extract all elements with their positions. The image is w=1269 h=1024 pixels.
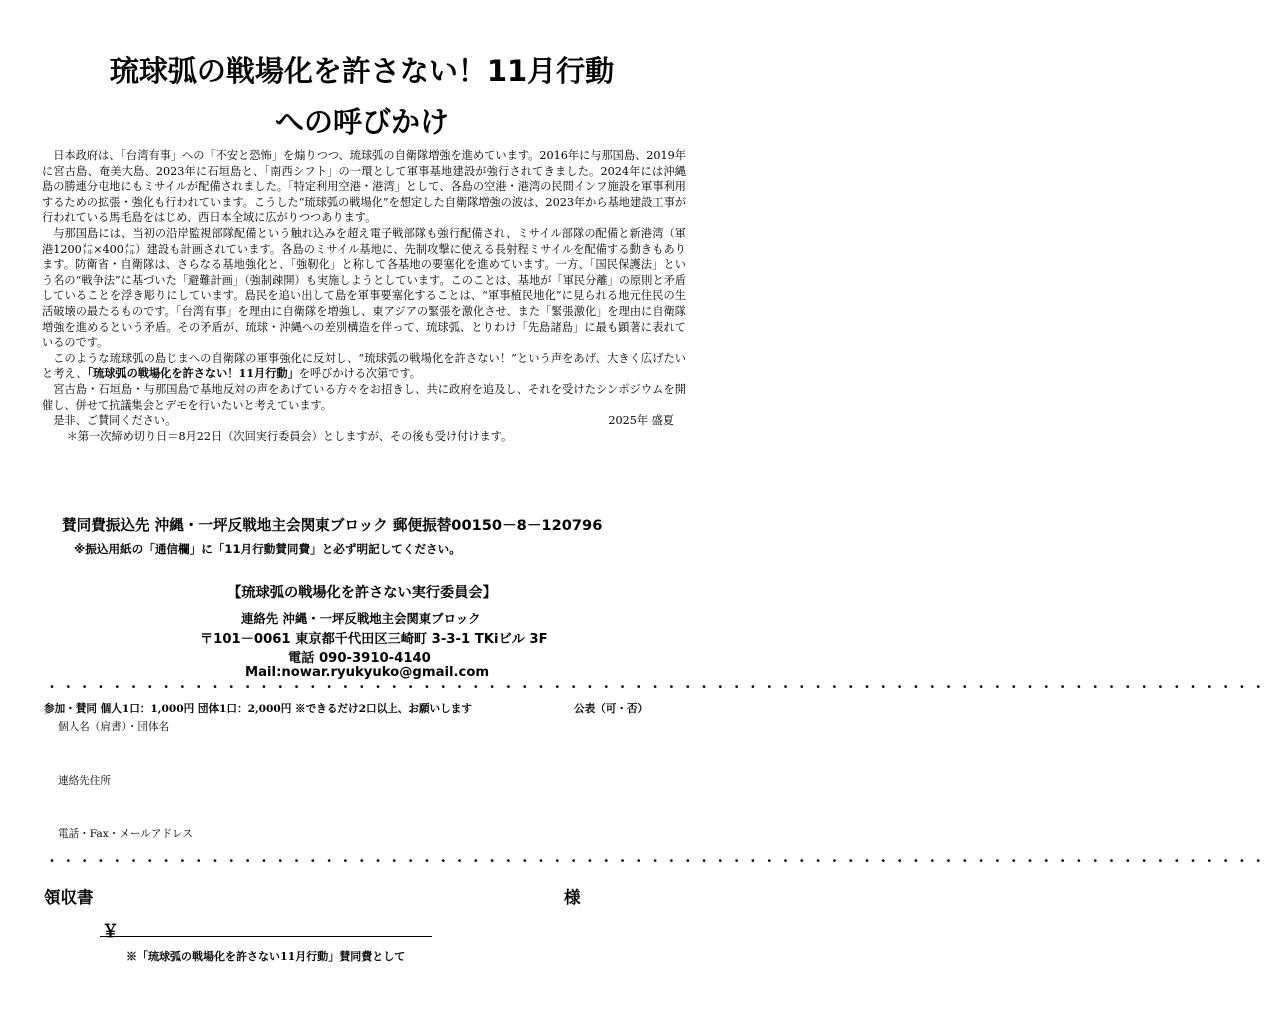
page-title: 琉球弧の戦場化を許さない！11月行動 bbox=[109, 54, 615, 88]
contact-organization: 連絡先 沖縄・一坪反戦地主会関東ブロック bbox=[241, 611, 481, 626]
paragraph-3-text: このような琉球弧の島じまへの自衛隊の軍事強化に反対し、“琉球弧の戦場化を許さない！”という声をあげ、大きく広げたいと考え、 bbox=[42, 351, 686, 381]
closing-request: 是非、ご賛同ください。 bbox=[53, 414, 177, 428]
deadline-note: ＊第一次締め切り日＝8月22日（次回実行委員会）としますが、その後も受け付けます。 bbox=[66, 429, 513, 443]
contact-address: 〒101－0061 東京都千代田区三崎町 3-3-1 TKiビル 3F bbox=[200, 632, 548, 647]
receipt-note: ※「琉球弧の戦場化を許さない11月行動」賛同費として bbox=[126, 950, 406, 963]
receipt-honorific: 様 bbox=[564, 888, 581, 907]
participation-fee-line bbox=[44, 701, 649, 716]
amount-underline bbox=[100, 936, 432, 937]
appeal-body bbox=[42, 148, 686, 444]
closing-row bbox=[42, 413, 686, 429]
receipt-title: 領収書 bbox=[44, 888, 94, 907]
address-field-label: 連絡先住所 bbox=[58, 775, 111, 787]
committee-name: 【琉球弧の戦場化を許さない実行委員会】 bbox=[227, 585, 497, 601]
page-subtitle: への呼びかけ bbox=[274, 105, 449, 139]
paragraph-4: 宮古島・石垣島・与那国島で基地反対の声をあげている方々をお招きし、共に政府を追及し、それを受けたシンポジウムを開催し、併せて抗議集会とデモを行いたいと考えています。 bbox=[42, 382, 686, 412]
date-season: 2025年 盛夏 bbox=[608, 414, 674, 428]
name-field-label: 個人名（肩書）・団体名 bbox=[58, 721, 170, 733]
paragraph-2: 与那国島には、当初の沿岸監視部隊配備という触れ込みを超え電子戦部隊も強行配備され、ミサイル部隊の配備と新港湾（軍港1200㍍×400㍍）建設も計画されています。各島のミサイル基地に、先制攻撃に使える長射程ミサイルを配備する動きもあります。防衛省・自衛隊は、さらなる基地強化と、「強靭化」と称して各基地の要塞化を進めています。一方、「国民保護法」という名の“戦争法”に基づいた「避難計画」（強制疎開）も実施しようとしています。このことは、基地が「軍民分離」の原則と矛盾していることを浮き彫りにしています。島民を追い出して島を軍事要塞化することは、“軍事植民地化”に見られる地元住民の生活破壊の最たるものです。「台湾有事」を理由に自衛隊を増強し、東アジアの緊張を激化させ、また「緊張激化」を理由に自衛隊増強を進めるという矛盾。その矛盾が、琉球・沖縄への差別構造を伴って、琉球弧、とりわけ「先島諸島」に最も顕著に表れているのです。 bbox=[42, 226, 686, 350]
contact-field-label: 電話・Fax・メールアドレス bbox=[58, 828, 193, 840]
yen-sign: ￥ bbox=[102, 922, 119, 942]
cut-line-bottom: ・・・・・・・・・・・・・・・・・・・・・・・・・・・・・・・・・・・・・・・・・・・・・・・・・・・・・・・・・・・・・・・・・・・・・・・・・・・ bbox=[46, 854, 1269, 868]
paragraph-1: 日本政府は、「台湾有事」への「不安と恐怖」を煽りつつ、琉球弧の自衛隊増強を進めています。2016年に与那国島、2019年に宮古島、奄美大島、2023年に石垣島と、「南西シフト」の一環として軍事基地建設が強行されてきました。2024年には沖縄島の勝連分屯地にもミサイルが配備されました。「特定利用空港・港湾」として、各島の空港・港湾の民間インフ施設を軍事利用するための拡張・強化も行われています。こうした“琉球弧の戦場化”を想定した自衛隊増強の波は、2023年から基地建設工事が行われている馬毛島をはじめ、西日本全域に広がりつつあります。 bbox=[42, 149, 686, 225]
contact-phone: 電話 090-3910-4140 bbox=[288, 651, 431, 666]
cut-line-top: ・・・・・・・・・・・・・・・・・・・・・・・・・・・・・・・・・・・・・・・・・・・・・・・・・・・・・・・・・・・・・・・・・・・・・・・・・・・ bbox=[46, 680, 1269, 694]
paragraph-3 bbox=[42, 351, 686, 382]
paragraph-3-ending: を呼びかける次第です。 bbox=[298, 367, 421, 381]
contact-email: Mail:nowar.ryukyuko@gmail.com bbox=[245, 665, 490, 680]
transfer-note: ※振込用紙の「通信欄」に「11月行動賛同費」と必ず明記してください。 bbox=[74, 542, 461, 556]
participation-fee-text: 参加・賛同 個人1口：1,000円 団体1口：2,000円 ※できるだけ2口以上、お願いします bbox=[44, 703, 472, 715]
publish-consent: 公表（可・否） bbox=[574, 703, 649, 715]
transfer-info: 賛同費振込先 沖縄・一坪反戦地主会関東ブロック 郵便振替00150－8－120796 bbox=[62, 517, 603, 534]
action-name-highlight: 「琉球弧の戦場化を許さない！11月行動」 bbox=[87, 366, 299, 381]
